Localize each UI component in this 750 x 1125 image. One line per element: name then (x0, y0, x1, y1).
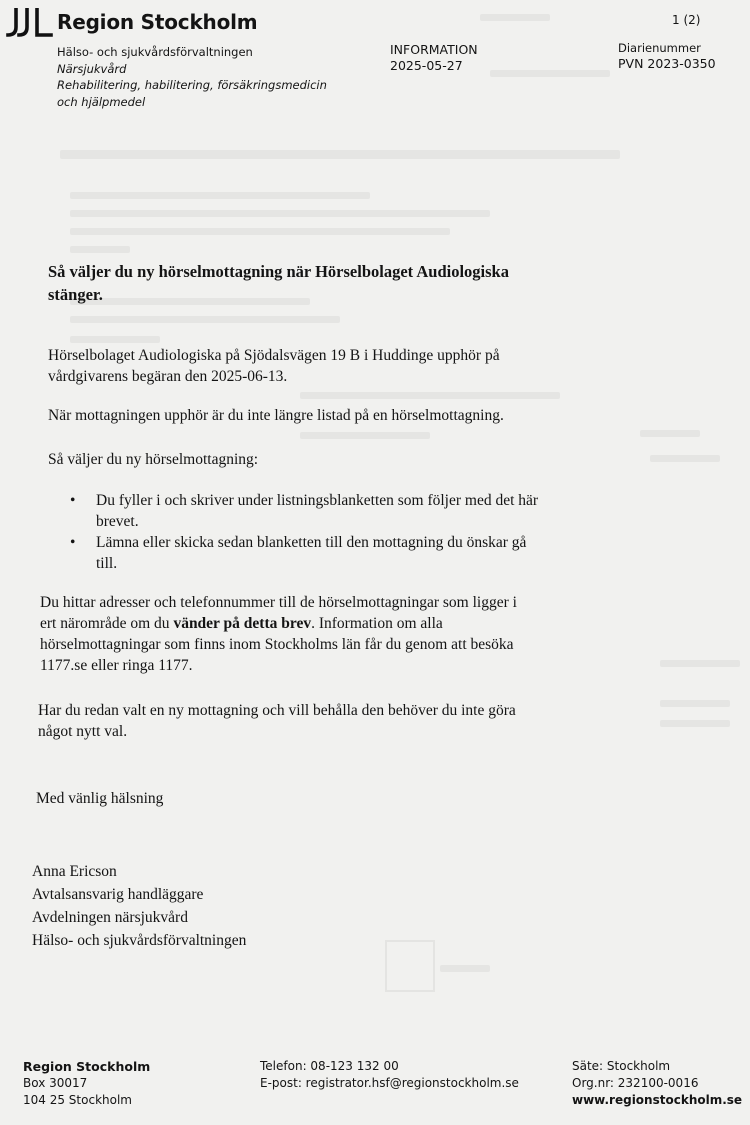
org-line: Hälso- och sjukvårdsförvaltningen (57, 45, 253, 59)
document-info (390, 42, 478, 74)
paragraph-closure-notice (48, 345, 638, 387)
signatory-department: Avdelningen närsjukvård (32, 909, 188, 926)
footer-box: Box 30017 (23, 1076, 88, 1090)
signatory-name: Anna Ericson (32, 863, 117, 880)
list-item (70, 490, 650, 532)
paragraph-already-chosen (38, 700, 638, 742)
document-type: INFORMATION (390, 42, 478, 57)
document-date: 2025-05-27 (390, 58, 463, 73)
list-item (70, 532, 650, 574)
bullet-icon: • (70, 492, 76, 509)
closing-greeting: Med vänlig hälsning (36, 790, 164, 807)
text-line: Du fyller i och skriver under listningsblanketten som följer med det här (96, 492, 539, 509)
paragraph-listing-status: När mottagningen upphör är du inte längre listad på en hörselmottagning. (48, 407, 504, 424)
footer-registration (572, 1058, 742, 1109)
subject-line: stänger. (48, 285, 103, 304)
diarie-value: PVN 2023-0350 (618, 56, 716, 71)
signature-block (32, 860, 246, 952)
footer-website: www.regionstockholm.se (572, 1093, 743, 1107)
page-number: 1 (2) (672, 13, 701, 27)
text-line: vårdgivarens begäran den 2025-06-13. (48, 368, 288, 385)
show-through-box (385, 940, 435, 992)
text-line (40, 613, 640, 634)
footer-email: E-post: registrator.hsf@regionstockholm.se (260, 1076, 519, 1090)
footer-org-nr: Org.nr: 232100-0016 (572, 1076, 699, 1090)
footer-org: Region Stockholm (23, 1059, 151, 1074)
org-line: Rehabilitering, habilitering, försäkringsmedicin (57, 78, 327, 92)
emphasis-text: vänder på detta brev (173, 615, 312, 632)
signatory-title: Avtalsansvarig handläggare (32, 886, 204, 903)
signatory-administration: Hälso- och sjukvårdsförvaltningen (32, 932, 247, 949)
text-line: till. (96, 555, 118, 572)
paragraph-how-to-choose: Så väljer du ny hörselmottagning: (48, 451, 259, 468)
text-line: Du hittar adresser och telefonnummer till de hörselmottagningar som ligger i (40, 594, 517, 611)
footer-address (23, 1058, 150, 1109)
org-line: och hjälpmedel (57, 94, 146, 109)
sender-organization (57, 44, 327, 110)
footer-city: 104 25 Stockholm (23, 1093, 132, 1107)
text-line: Har du redan valt en ny mottagning och vill behålla den behöver du inte göra (38, 702, 516, 719)
subject-line: Så väljer du ny hörselmottagning när Hörselbolaget Audiologiska (48, 262, 509, 281)
paragraph-find-clinics (40, 592, 640, 676)
footer-contact (260, 1058, 519, 1092)
letter-subject (48, 260, 648, 306)
text-segment: . Information om alla (311, 615, 443, 632)
region-stockholm-logo-icon (5, 8, 53, 38)
text-line: brevet. (96, 513, 139, 530)
text-segment: ert närområde om du (40, 615, 174, 632)
footer-seat: Säte: Stockholm (572, 1059, 671, 1073)
text-line: hörselmottagningar som finns inom Stockholms län får du genom att besöka (40, 636, 514, 653)
text-line: något nytt val. (38, 723, 128, 740)
footer-phone: Telefon: 08-123 132 00 (260, 1059, 399, 1073)
instruction-list (70, 490, 650, 574)
brand-name: Region Stockholm (57, 10, 258, 34)
org-line: Närsjukvård (57, 61, 127, 76)
bullet-icon: • (70, 534, 76, 551)
text-line: Hörselbolaget Audiologiska på Sjödalsvägen 19 B i Huddinge upphör på (48, 347, 500, 364)
diarie-label: Diarienummer (618, 41, 701, 55)
text-line: Lämna eller skicka sedan blanketten till den mottagning du önskar gå (96, 534, 527, 551)
text-line: 1177.se eller ringa 1177. (40, 657, 193, 674)
registration-number (618, 41, 716, 71)
